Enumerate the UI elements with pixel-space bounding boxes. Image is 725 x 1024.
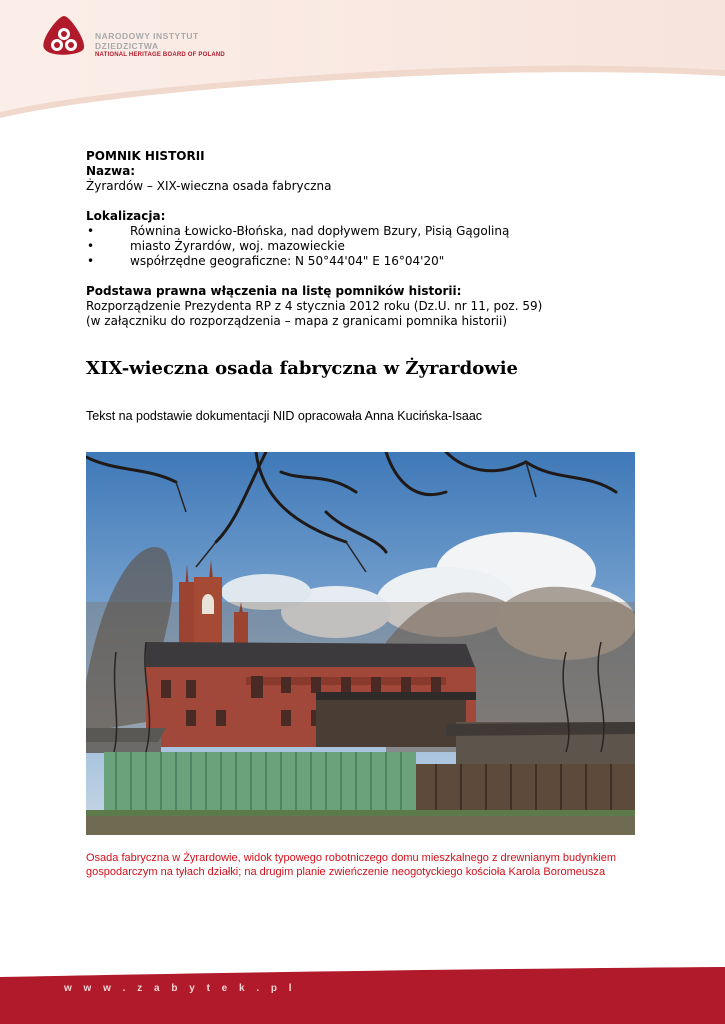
- name-value: Żyrardów – XIX-wieczna osada fabryczna: [86, 179, 332, 193]
- settlement-photo: [86, 452, 635, 835]
- institution-line1: NARODOWY INSTYTUT: [95, 31, 199, 41]
- legal-basis-note: (w załączniku do rozporządzenia – mapa z granicami pomnika historii): [86, 314, 508, 328]
- website-link[interactable]: w w w . z a b y t e k . p l: [64, 983, 297, 994]
- location-item: • miasto Żyrardów, woj. mazowieckie: [86, 239, 646, 254]
- author-note: Tekst na podstawie dokumentacji NID opracowała Anna Kucińska-Isaac: [86, 409, 483, 423]
- caption-line1: Osada fabryczna w Żyrardowie, widok typowego robotniczego domu mieszkalnego z drewnianym budynkiem: [86, 852, 617, 864]
- location-item: • współrzędne geograficzne: N 50°44'04" E 16°04'20": [86, 254, 646, 269]
- legal-basis-label: Podstawa prawna włączenia na listę pomników historii:: [86, 284, 462, 298]
- document-title: XIX-wieczna osada fabryczna w Żyrardowie: [86, 358, 518, 379]
- location-item: • Równina Łowicko-Błońska, nad dopływem Bzury, Pisią Gągoliną: [86, 224, 646, 239]
- header-swoosh: [0, 0, 725, 120]
- institution-name-english: NATIONAL HERITAGE BOARD OF POLAND: [95, 52, 225, 58]
- location-label: Lokalizacja:: [86, 209, 166, 223]
- legal-basis-line: Rozporządzenie Prezydenta RP z 4 stycznia 2012 roku (Dz.U. nr 11, poz. 59): [86, 299, 543, 313]
- institution-line2: DZIEDZICTWA: [95, 41, 159, 51]
- caption-line2: gospodarczym na tyłach działki; na drugim planie zwieńczenie neogotyckiego kościoła Karola Boromeusza: [86, 866, 606, 878]
- institution-name: [95, 31, 199, 51]
- location-list: [86, 224, 646, 269]
- footer-band: [0, 967, 725, 1024]
- section-label: POMNIK HISTORII: [86, 149, 205, 163]
- name-label: Nazwa:: [86, 164, 136, 178]
- document-info: [86, 149, 646, 329]
- nid-logo-icon: [40, 14, 88, 62]
- page-header: [0, 0, 725, 120]
- photo-caption: [86, 851, 646, 879]
